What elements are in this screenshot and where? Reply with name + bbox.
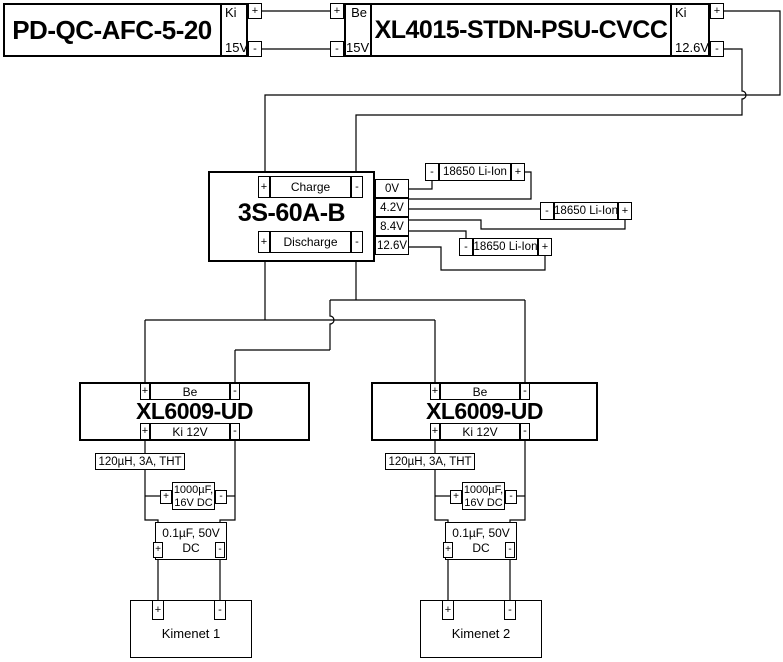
boost2-out-port: Ki 12V xyxy=(440,423,520,440)
ceramic-cap2-minus-terminal: - xyxy=(505,542,515,558)
output1-minus-terminal: - xyxy=(214,600,226,620)
bms-tap-0v: 0V xyxy=(375,179,409,198)
bms-tap-4v2: 4.2V xyxy=(375,198,409,217)
xl4015-out-voltage: 12.6V xyxy=(675,40,709,55)
bms-tap-8v4: 8.4V xyxy=(375,217,409,236)
bms-discharge-port: Discharge xyxy=(270,231,351,253)
bulk-cap2-line1: 1000µF, xyxy=(463,483,504,496)
cell2-plus-terminal: + xyxy=(618,202,632,220)
ceramic-cap1-line1: 0.1µF, 50V xyxy=(162,525,220,540)
pd-out-port-label: Ki xyxy=(225,5,237,20)
xl4015-in-plus-terminal: + xyxy=(330,3,344,19)
bulk-cap2-minus-terminal: - xyxy=(505,490,517,504)
boost2-in-plus-terminal: + xyxy=(430,383,440,400)
xl4015-out-plus-terminal: + xyxy=(710,3,724,19)
boost2-in-port: Be xyxy=(440,383,520,400)
boost1-out-plus-terminal: + xyxy=(140,423,150,440)
ceramic-cap2-plus-terminal: + xyxy=(443,542,453,558)
xl4015-in-port xyxy=(344,3,372,57)
ceramic-cap1-plus-terminal: + xyxy=(153,542,163,558)
xl4015-psu-label: XL4015-STDN-PSU-CVCC xyxy=(374,15,668,44)
wire-boost2-minus-rail xyxy=(510,441,525,600)
wire-boost1-minus-rail xyxy=(220,441,235,600)
inductor-2: 120µH, 3A, THT xyxy=(385,453,475,470)
xl4015-in-voltage: 15V xyxy=(346,40,370,55)
xl4015-in-minus-terminal: - xyxy=(330,41,344,57)
bulk-capacitor-1 xyxy=(172,482,215,510)
boost1-label: XL6009-UD xyxy=(136,397,253,424)
pd-out-port xyxy=(220,3,248,57)
output2-minus-terminal: - xyxy=(504,600,516,620)
wire-minus-hop xyxy=(330,300,334,350)
bulk-cap2-line2: 16V DC xyxy=(464,496,503,509)
boost1-in-plus-terminal: + xyxy=(140,383,150,400)
output2-label: Kimenet 2 xyxy=(451,625,511,641)
boost2-in-minus-terminal: - xyxy=(520,383,530,400)
bulk-cap1-line1: 1000µF, xyxy=(173,483,214,496)
battery-cell-2: 18650 Li-Ion xyxy=(554,202,618,220)
wire-cell2-to-tap2 xyxy=(409,220,625,229)
wire-tap2-to-cell3 xyxy=(409,231,466,238)
boost2-out-minus-terminal: - xyxy=(520,423,530,440)
boost1-in-port: Be xyxy=(150,383,230,400)
bms-charge-port: Charge xyxy=(270,176,351,198)
boost1-in-minus-terminal: - xyxy=(230,383,240,400)
cell2-minus-terminal: - xyxy=(540,202,554,220)
boost1-out-minus-terminal: - xyxy=(230,423,240,440)
bms-charge-plus-terminal: + xyxy=(258,176,270,198)
bms-label: 3S-60A-B xyxy=(237,198,346,227)
ceramic-cap1-line2: DC xyxy=(182,540,200,555)
bulk-cap1-line2: 16V DC xyxy=(174,496,213,509)
boost1-out-port: Ki 12V xyxy=(150,423,230,440)
bms-tap-12v6: 12.6V xyxy=(375,236,409,255)
pd-out-minus-terminal: - xyxy=(248,41,262,57)
bulk-cap2-plus-terminal: + xyxy=(450,490,462,504)
ceramic-cap2-line2: DC xyxy=(472,540,490,555)
cell3-minus-terminal: - xyxy=(459,238,473,256)
battery-cell-1: 18650 Li-Ion xyxy=(439,163,511,181)
cell1-minus-terminal: - xyxy=(425,163,439,181)
output1-label: Kimenet 1 xyxy=(161,625,221,641)
cell3-plus-terminal: + xyxy=(538,238,552,256)
battery-cell-3: 18650 Li-Ion xyxy=(473,238,538,256)
bulk-capacitor-2 xyxy=(462,482,505,510)
pd-out-plus-terminal: + xyxy=(248,3,262,19)
pd-source-label: PD-QC-AFC-5-20 xyxy=(12,14,212,45)
output1-plus-terminal: + xyxy=(152,600,164,620)
ceramic-cap2-line1: 0.1µF, 50V xyxy=(452,525,510,540)
boost2-label: XL6009-UD xyxy=(426,397,543,424)
bms-discharge-minus-terminal: - xyxy=(351,231,363,253)
wire-tap0-to-cell1 xyxy=(409,181,432,189)
pd-out-voltage: 15V xyxy=(225,40,249,55)
xl4015-in-port-label: Be xyxy=(351,5,367,20)
boost2-out-plus-terminal: + xyxy=(430,423,440,440)
xl4015-out-minus-terminal: - xyxy=(710,41,724,57)
wire-xl4015-minus-to-charge xyxy=(356,49,746,176)
output2-plus-terminal: + xyxy=(442,600,454,620)
bms-discharge-plus-terminal: + xyxy=(258,231,270,253)
xl4015-out-port xyxy=(670,3,710,57)
bms-charge-minus-terminal: - xyxy=(351,176,363,198)
inductor-1: 120µH, 3A, THT xyxy=(95,453,185,470)
bulk-cap1-plus-terminal: + xyxy=(160,490,172,504)
cell1-plus-terminal: + xyxy=(511,163,525,181)
ceramic-cap1-minus-terminal: - xyxy=(215,542,225,558)
xl4015-out-port-label: Ki xyxy=(675,5,687,20)
bulk-cap1-minus-terminal: - xyxy=(215,490,227,504)
